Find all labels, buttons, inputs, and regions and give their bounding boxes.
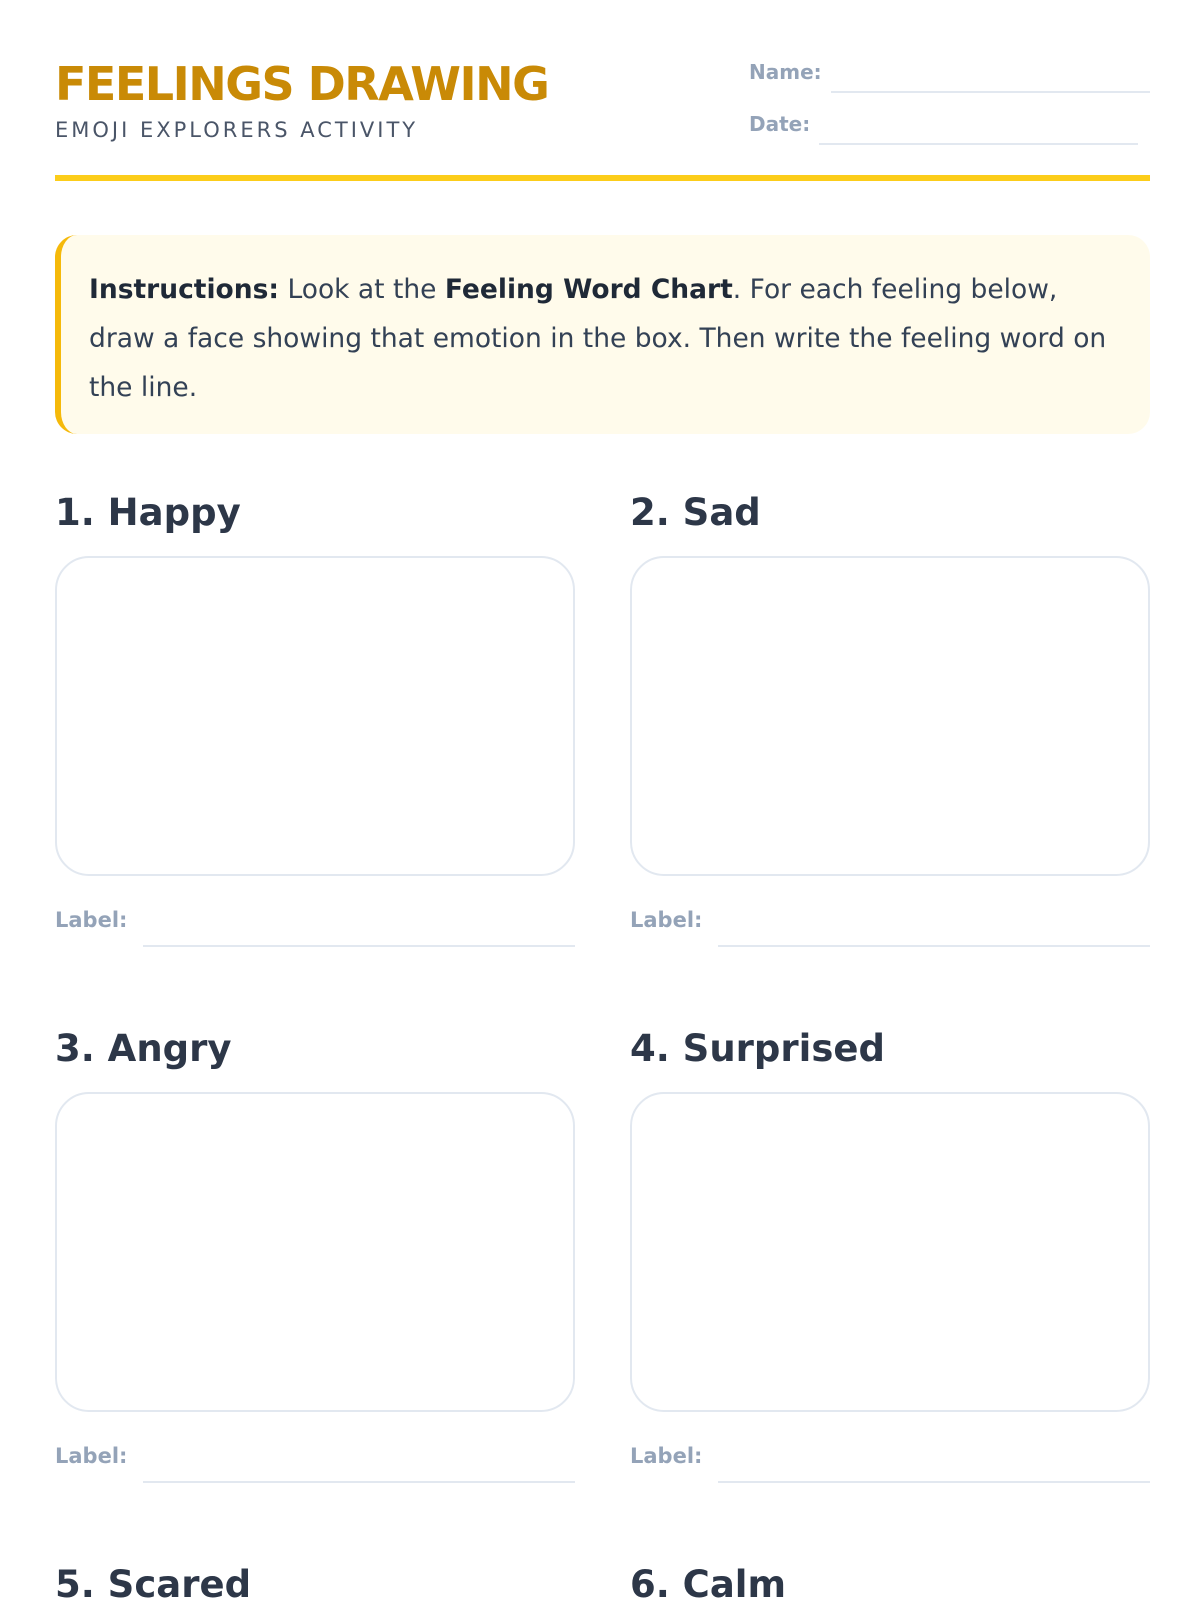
feeling-title: 1. Happy	[55, 491, 241, 534]
date-label: Date:	[749, 112, 811, 136]
feeling-title: 6. Calm	[630, 1563, 787, 1600]
drawing-box[interactable]	[630, 556, 1150, 876]
drawing-box[interactable]	[55, 1092, 575, 1412]
instructions-text-1: Look at the	[279, 274, 445, 305]
drawing-box[interactable]	[55, 556, 575, 876]
instructions-bold-term: Feeling Word Chart	[444, 274, 733, 305]
instructions-box	[55, 235, 1150, 434]
page-subtitle: EMOJI EXPLORERS ACTIVITY	[55, 118, 419, 142]
feeling-title: 5. Scared	[55, 1563, 252, 1600]
feeling-title: 4. Surprised	[630, 1027, 885, 1070]
label-caption: Label:	[630, 1444, 703, 1468]
label-line[interactable]	[143, 945, 575, 947]
page-title: FEELINGS DRAWING	[55, 57, 549, 111]
feeling-title: 2. Sad	[630, 491, 761, 534]
worksheet-header	[55, 0, 1150, 184]
date-field[interactable]	[819, 143, 1138, 145]
instructions-lead: Instructions:	[89, 274, 280, 305]
header-divider	[55, 175, 1150, 181]
name-label: Name:	[749, 60, 822, 84]
feeling-title: 3. Angry	[55, 1027, 232, 1070]
drawing-box[interactable]	[630, 1092, 1150, 1412]
label-caption: Label:	[55, 908, 128, 932]
instructions-text-2: . For each feeling below, draw a face showing that emotion in the box. Then write the feeling word on the line.	[89, 274, 1107, 403]
label-line[interactable]	[718, 945, 1150, 947]
label-line[interactable]	[718, 1481, 1150, 1483]
label-line[interactable]	[143, 1481, 575, 1483]
name-field[interactable]	[831, 91, 1150, 93]
label-caption: Label:	[630, 908, 703, 932]
label-caption: Label:	[55, 1444, 128, 1468]
